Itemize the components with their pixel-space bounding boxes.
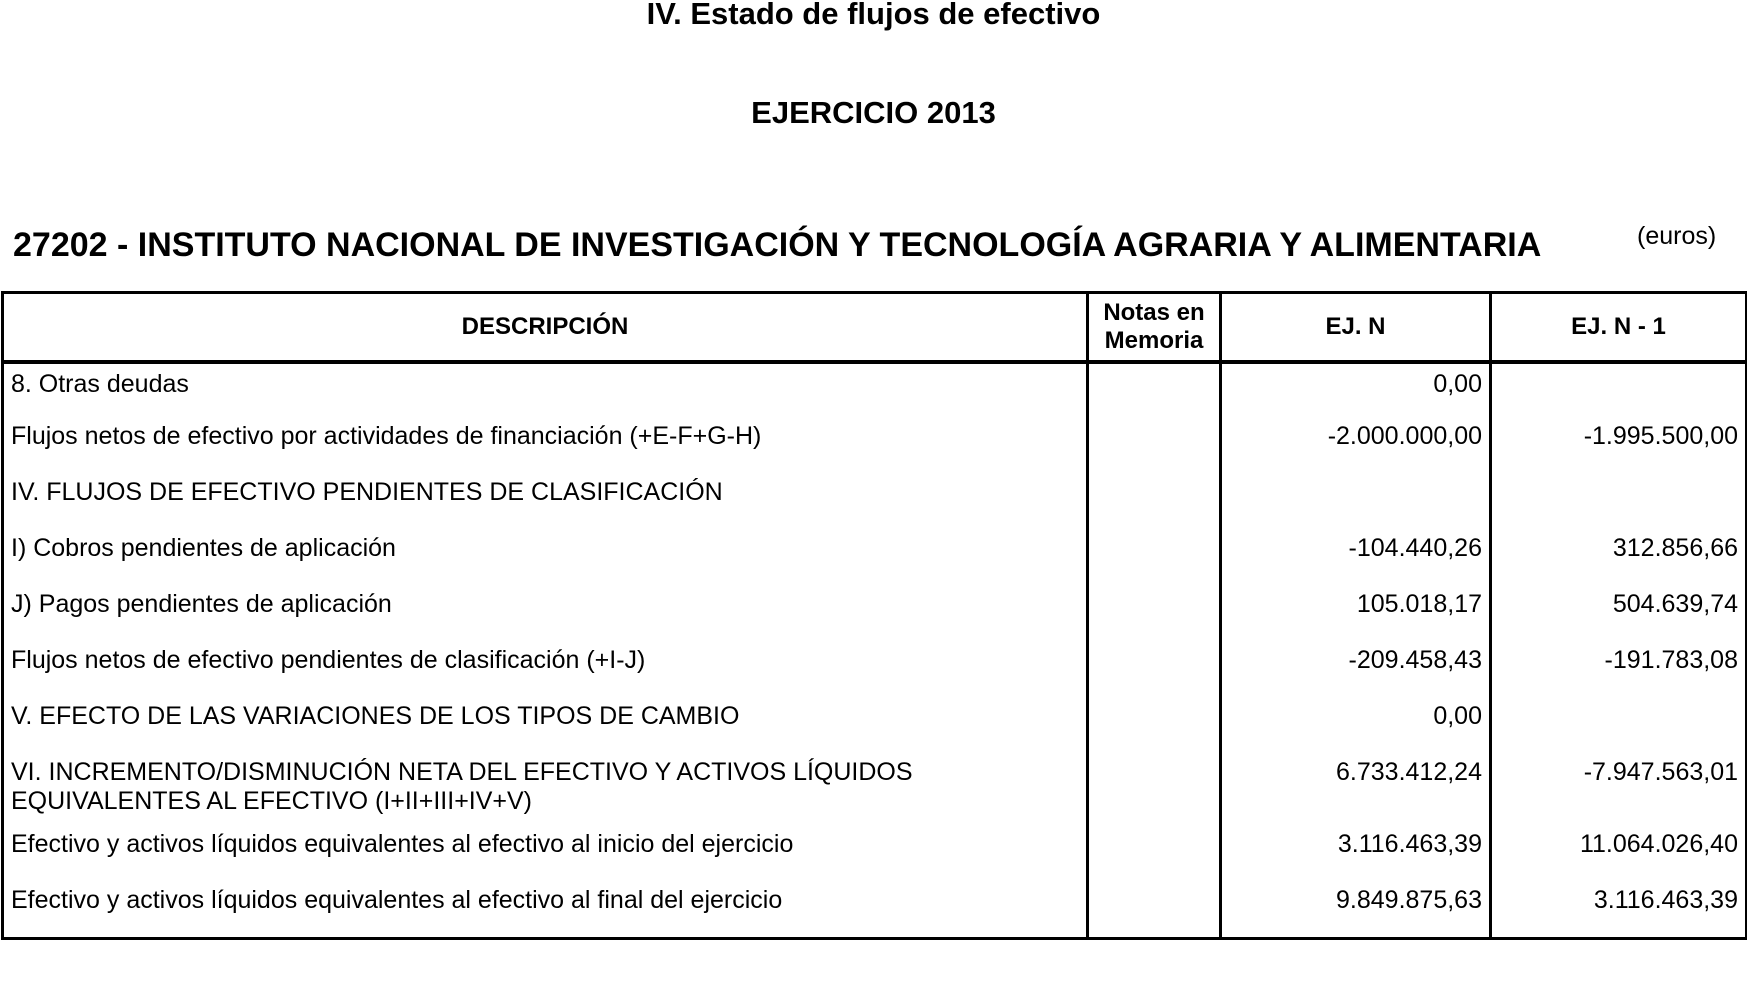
column-header-notes — [1088, 293, 1221, 363]
table-row — [3, 418, 1747, 474]
row-previous-value — [1491, 698, 1747, 754]
column-header-notes-label: Notas en Memoria — [1103, 299, 1205, 354]
fiscal-year-title: EJERCICIO 2013 — [751, 95, 996, 130]
row-previous-value: -1.995.500,00 — [1491, 418, 1747, 474]
table-header-row — [3, 293, 1747, 363]
row-previous-value — [1491, 474, 1747, 530]
row-notes — [1088, 530, 1221, 586]
row-description-line: EQUIVALENTES AL EFECTIVO (I+II+III+IV+V) — [11, 787, 533, 815]
entity-name: 27202 - INSTITUTO NACIONAL DE INVESTIGACIÓN Y TECNOLOGÍA AGRARIA Y ALIMENTARIA — [13, 226, 1542, 264]
row-current-value: 6.733.412,24 — [1221, 754, 1491, 826]
page-title: IV. Estado de flujos de efectivo — [646, 0, 1101, 31]
row-previous-value: -7.947.563,01 — [1491, 754, 1747, 826]
row-previous-value: 312.856,66 — [1491, 530, 1747, 586]
table-row — [3, 474, 1747, 530]
row-current-value — [1221, 474, 1491, 530]
table-row — [3, 530, 1747, 586]
row-previous-value: 11.064.026,40 — [1491, 826, 1747, 882]
table-row — [3, 754, 1747, 826]
row-current-value: 0,00 — [1221, 362, 1491, 418]
row-description: Flujos netos de efectivo pendientes de clasificación (+I-J) — [11, 646, 646, 674]
row-current-value: -104.440,26 — [1221, 530, 1491, 586]
row-description: 8. Otras deudas — [11, 370, 189, 398]
column-header-previous-year: EJ. N - 1 — [1491, 293, 1747, 363]
table-row — [3, 362, 1747, 418]
row-current-value: 9.849.875,63 — [1221, 882, 1491, 938]
table-row — [3, 586, 1747, 642]
currency-units: (euros) — [1637, 222, 1717, 250]
row-description: Efectivo y activos líquidos equivalentes al efectivo al final del ejercicio — [11, 886, 783, 914]
table-row — [3, 882, 1747, 938]
table-row — [3, 826, 1747, 882]
row-previous-value: -191.783,08 — [1491, 642, 1747, 698]
row-current-value: 0,00 — [1221, 698, 1491, 754]
row-current-value: -2.000.000,00 — [1221, 418, 1491, 474]
row-description: I) Cobros pendientes de aplicación — [11, 534, 396, 562]
row-notes — [1088, 698, 1221, 754]
row-notes — [1088, 882, 1221, 938]
row-previous-value — [1491, 362, 1747, 418]
row-description: Flujos netos de efectivo por actividades de financiación (+E-F+G-H) — [11, 422, 762, 450]
row-current-value: 105.018,17 — [1221, 586, 1491, 642]
row-notes — [1088, 474, 1221, 530]
column-header-current-year: EJ. N — [1221, 293, 1491, 363]
row-current-value: 3.116.463,39 — [1221, 826, 1491, 882]
table-row — [3, 698, 1747, 754]
row-notes — [1088, 642, 1221, 698]
row-description: J) Pagos pendientes de aplicación — [11, 590, 392, 618]
row-current-value: -209.458,43 — [1221, 642, 1491, 698]
row-description — [3, 754, 1088, 826]
table-header — [3, 293, 1747, 363]
column-header-description: DESCRIPCIÓN — [3, 293, 1088, 363]
row-description: Efectivo y activos líquidos equivalentes al efectivo al inicio del ejercicio — [11, 830, 794, 858]
row-previous-value: 3.116.463,39 — [1491, 882, 1747, 938]
row-notes — [1088, 586, 1221, 642]
row-previous-value: 504.639,74 — [1491, 586, 1747, 642]
row-description: IV. FLUJOS DE EFECTIVO PENDIENTES DE CLASIFICACIÓN — [11, 478, 723, 506]
row-notes — [1088, 826, 1221, 882]
table-body — [3, 362, 1747, 938]
row-description-line: VI. INCREMENTO/DISMINUCIÓN NETA DEL EFECTIVO Y ACTIVOS LÍQUIDOS — [11, 758, 913, 786]
table-row — [3, 642, 1747, 698]
row-notes — [1088, 418, 1221, 474]
row-notes — [1088, 754, 1221, 826]
cash-flow-table — [1, 291, 1747, 940]
row-description: V. EFECTO DE LAS VARIACIONES DE LOS TIPOS DE CAMBIO — [11, 702, 740, 730]
row-notes — [1088, 362, 1221, 418]
